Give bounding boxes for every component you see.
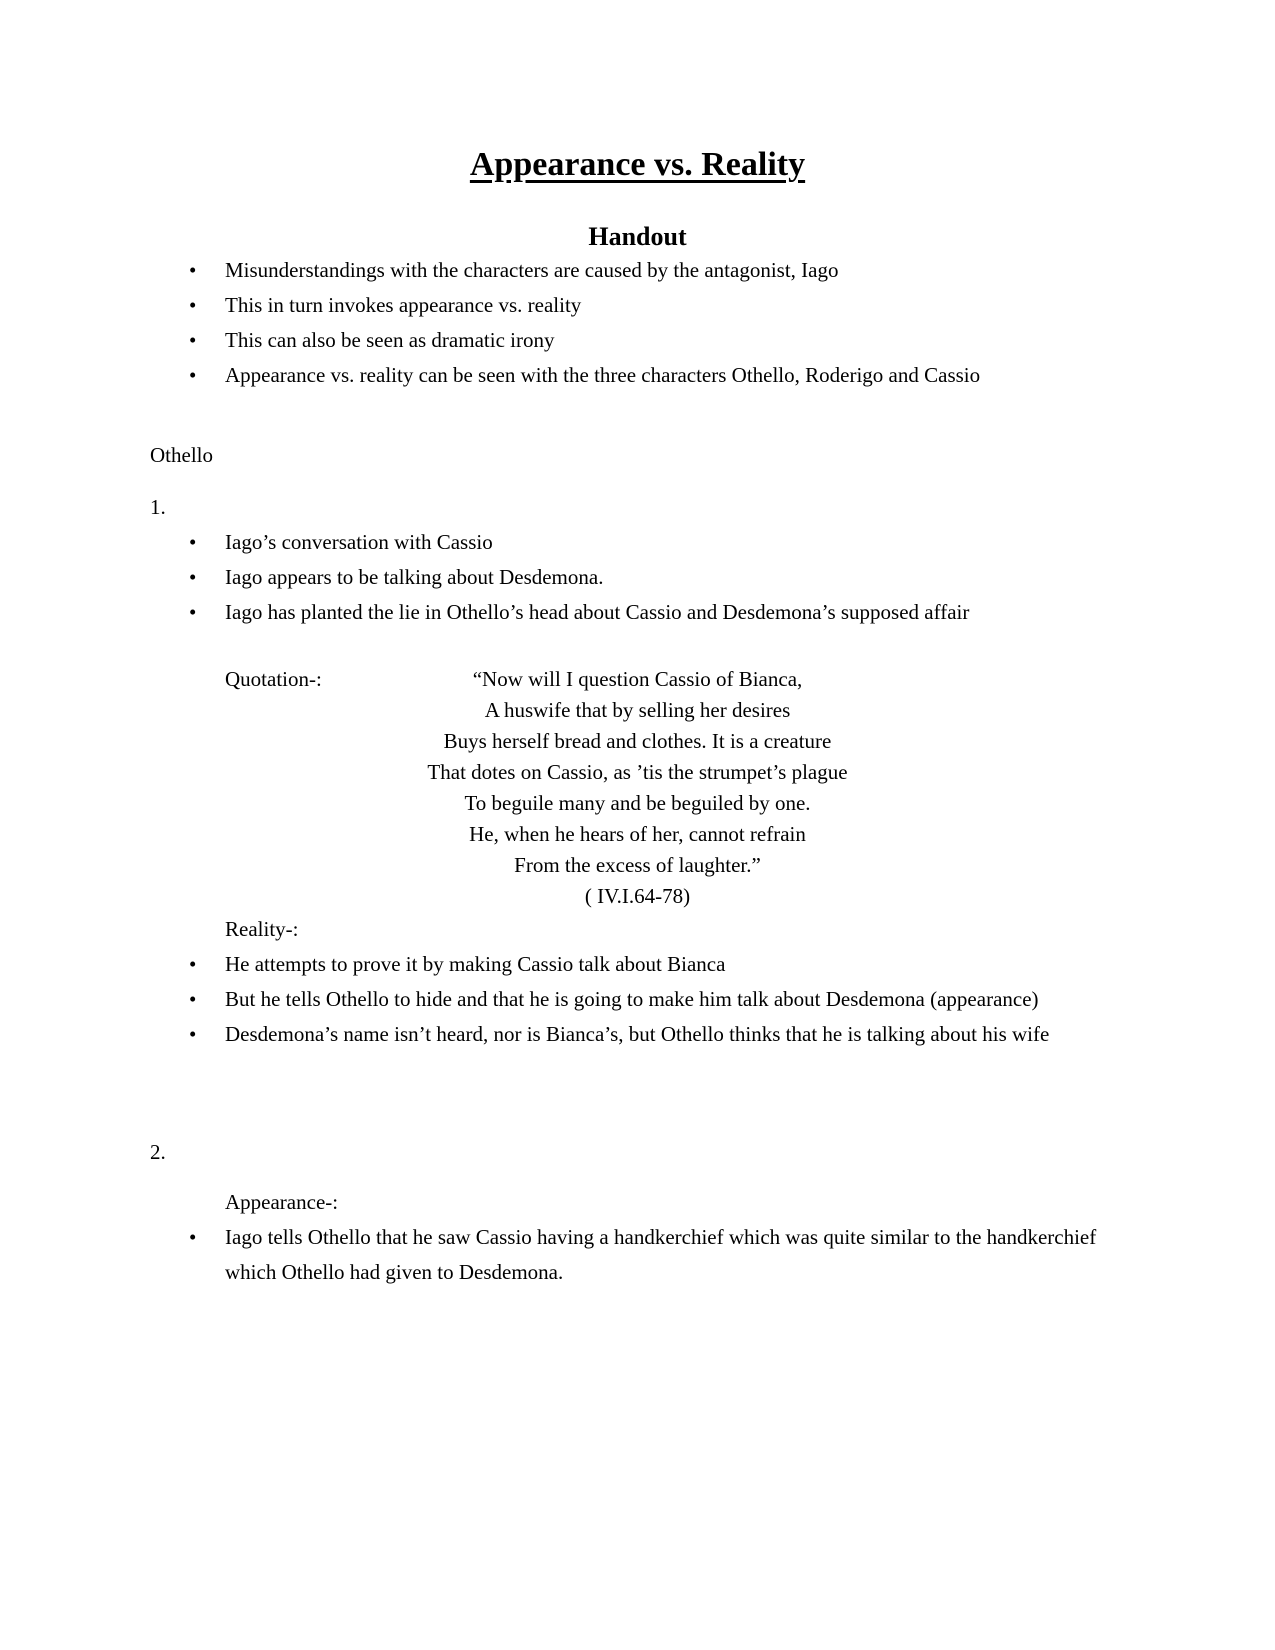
bullet-item: • Desdemona’s name isn’t heard, nor is Bianca’s, but Othello thinks that he is talking about his wife	[225, 1017, 1125, 1052]
quote-line: He, when he hears of her, cannot refrain	[469, 822, 806, 846]
bullet-item: • Iago has planted the lie in Othello’s head about Cassio and Desdemona’s supposed affair	[225, 595, 1125, 630]
intro-bullet: • Misunderstandings with the characters are caused by the antagonist, Iago	[225, 253, 1125, 288]
reality-bullet-list	[150, 947, 1125, 1052]
reality-label: Reality-:	[225, 917, 299, 941]
intro-bullet: • This in turn invokes appearance vs. reality	[225, 288, 1125, 323]
bullet-item: • He attempts to prove it by making Cassio talk about Bianca	[225, 947, 1125, 982]
bullet-item: • Iago tells Othello that he saw Cassio having a handkerchief which was quite similar to the handkerchief which Othello had given to Desdemona.	[225, 1220, 1125, 1290]
quote-line: From the excess of laughter.”	[514, 853, 761, 877]
quote-citation: ( IV.I.64-78)	[584, 884, 691, 908]
intro-bullet-list	[150, 253, 1125, 393]
quotation-block	[150, 664, 1125, 912]
point-1-bullet-list	[150, 525, 1125, 630]
bullet-item: • Iago appears to be talking about Desdemona.	[225, 560, 1125, 595]
quote-line: A huswife that by selling her desires	[484, 698, 791, 722]
doc-title: Appearance vs. Reality	[469, 146, 806, 183]
quote-line: Buys herself bread and clothes. It is a creature	[443, 729, 832, 753]
quote-line: That dotes on Cassio, as ’tis the strumpet’s plague	[427, 760, 848, 784]
quotation-label: Quotation-:	[225, 667, 322, 691]
point-2-bullet-list	[150, 1220, 1125, 1290]
appearance-label: Appearance-:	[225, 1190, 339, 1214]
quote-line: “Now will I question Cassio of Bianca,	[472, 667, 803, 691]
doc-subtitle: Handout	[588, 222, 687, 251]
point-2-number: 2.	[150, 1140, 166, 1164]
intro-bullet: • This can also be seen as dramatic irony	[225, 323, 1125, 358]
intro-bullet: • Appearance vs. reality can be seen with the three characters Othello, Roderigo and Cassio	[225, 358, 1125, 393]
bullet-item: • But he tells Othello to hide and that he is going to make him talk about Desdemona (appearance)	[225, 982, 1125, 1017]
section-heading-othello: Othello	[150, 443, 213, 467]
bullet-item: • Iago’s conversation with Cassio	[225, 525, 1125, 560]
point-1-number: 1.	[150, 495, 166, 519]
quote-line: To beguile many and be beguiled by one.	[464, 791, 811, 815]
